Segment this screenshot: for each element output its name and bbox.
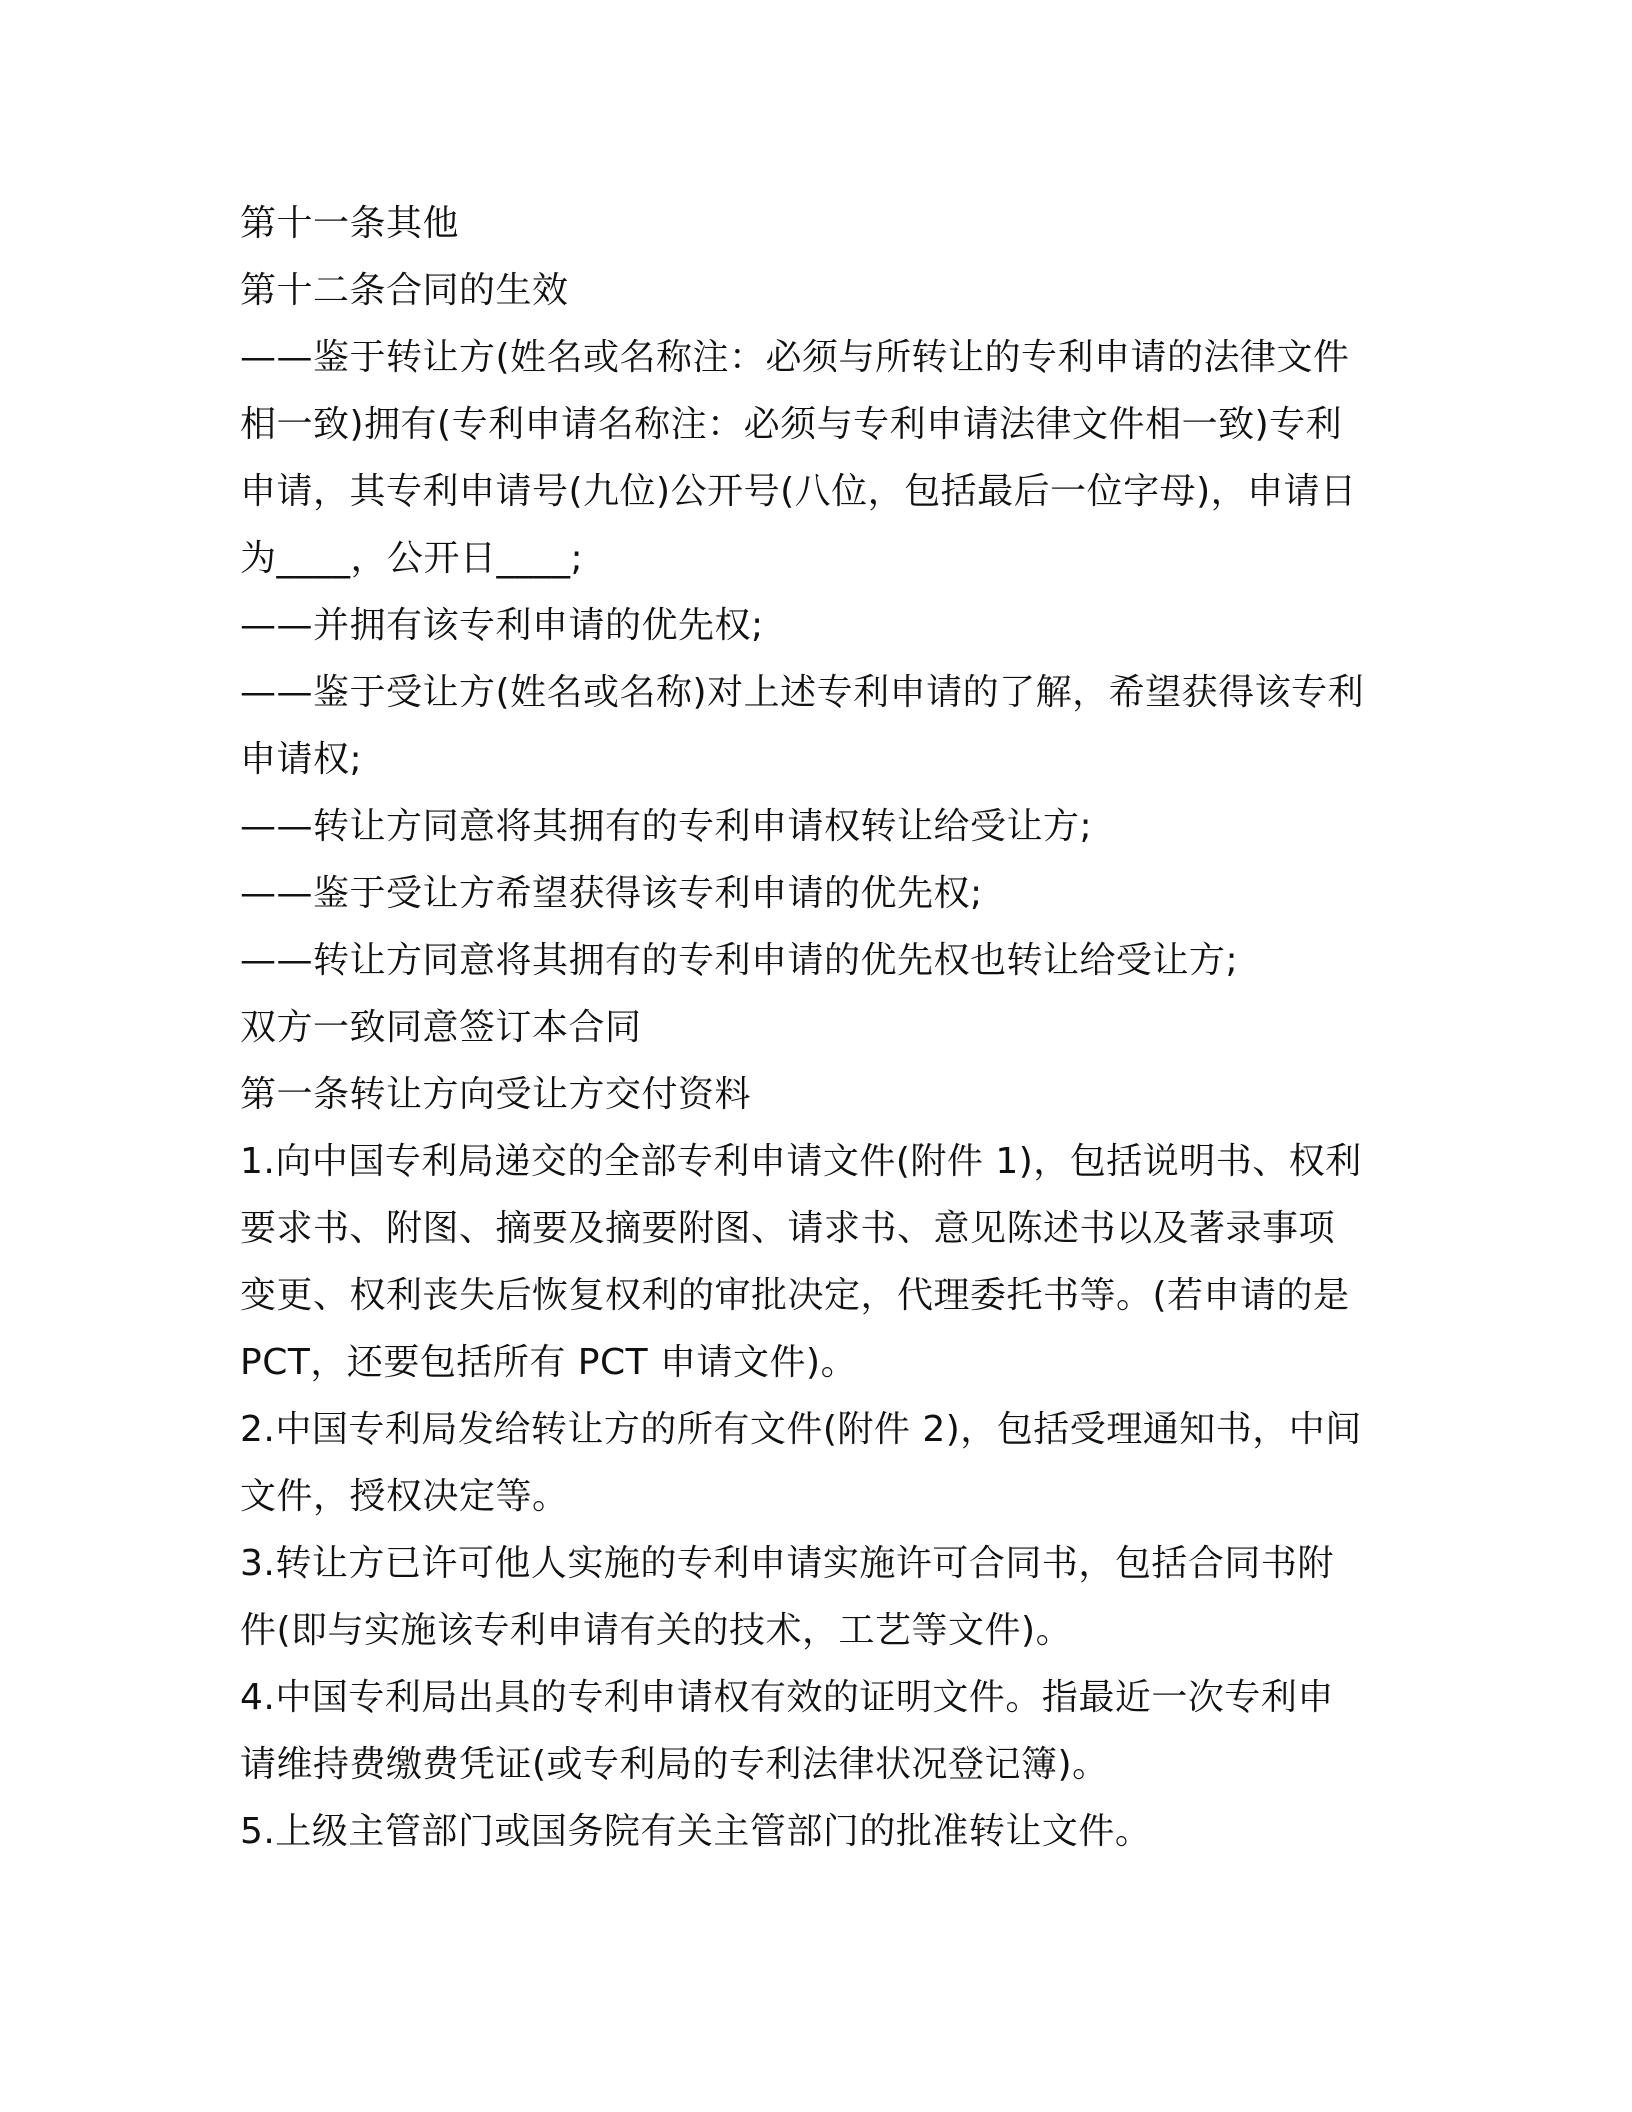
text-line: 件(即与实施该专利申请有关的技术，工艺等文件)。 bbox=[240, 1610, 1073, 1651]
text-line: ——并拥有该专利申请的优先权; bbox=[240, 605, 764, 646]
text-line: ——转让方同意将其拥有的专利申请的优先权也转让给受让方; bbox=[240, 940, 1239, 981]
text-line: 为____，公开日____; bbox=[240, 538, 584, 579]
article-heading: 第一条转让方向受让方交付资料 bbox=[240, 1074, 752, 1115]
text-line: 申请，其专利申请号(九位)公开号(八位，包括最后一位字母)，申请日 bbox=[240, 471, 1357, 512]
text-line: 文件，授权决定等。 bbox=[240, 1476, 569, 1517]
text-line: ——鉴于转让方(姓名或名称注：必须与所转让的专利申请的法律文件 bbox=[240, 337, 1350, 378]
article-heading: 第十二条合同的生效 bbox=[240, 270, 569, 311]
document-body bbox=[240, 190, 1390, 1865]
text-line: 1.向中国专利局递交的全部专利申请文件(附件 1)，包括说明书、权利 bbox=[240, 1141, 1362, 1182]
text-line: 5.上级主管部门或国务院有关主管部门的批准转让文件。 bbox=[240, 1811, 1152, 1852]
text-line: 相一致)拥有(专利申请名称注：必须与专利申请法律文件相一致)专利 bbox=[240, 404, 1343, 445]
text-line: ——转让方同意将其拥有的专利申请权转让给受让方; bbox=[240, 806, 1093, 847]
text-line: ——鉴于受让方(姓名或名称)对上述专利申请的了解，希望获得该专利 bbox=[240, 672, 1365, 713]
text-line: 4.中国专利局出具的专利申请权有效的证明文件。指最近一次专利申 bbox=[240, 1677, 1334, 1718]
text-line: 3.转让方已许可他人实施的专利申请实施许可合同书，包括合同书附 bbox=[240, 1543, 1334, 1584]
text-line: PCT，还要包括所有 PCT 申请文件)。 bbox=[240, 1342, 858, 1383]
text-line: 要求书、附图、摘要及摘要附图、请求书、意见陈述书以及著录事项 bbox=[240, 1208, 1336, 1249]
text-line: 请维持费缴费凭证(或专利局的专利法律状况登记簿)。 bbox=[240, 1744, 1109, 1785]
text-line: ——鉴于受让方希望获得该专利申请的优先权; bbox=[240, 873, 983, 914]
article-heading: 第十一条其他 bbox=[240, 203, 460, 244]
text-line: 双方一致同意签订本合同 bbox=[240, 1007, 642, 1048]
text-line: 2.中国专利局发给转让方的所有文件(附件 2)，包括受理通知书，中间 bbox=[240, 1409, 1362, 1450]
text-line: 申请权; bbox=[240, 739, 363, 780]
text-line: 变更、权利丧失后恢复权利的审批决定，代理委托书等。(若申请的是 bbox=[240, 1275, 1350, 1316]
